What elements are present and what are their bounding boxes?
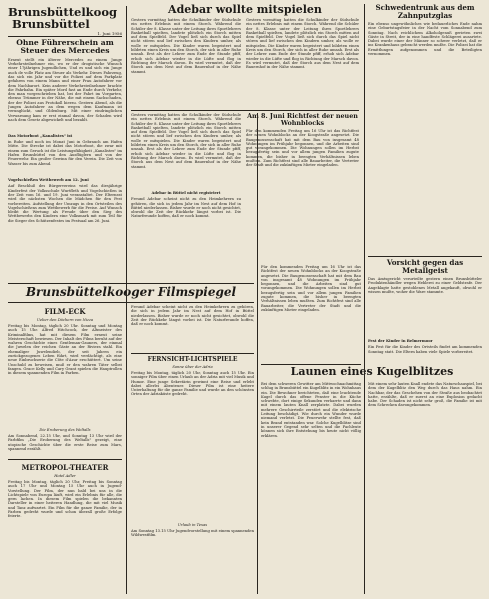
column-launen-a: [261, 382, 361, 596]
article-fuehrerschein: Erneut stellt ein älterer Mercedes zu einem Junge Verkehrsteilnehmer ein, wo er der drogistische Wunsch einer 17jährigen Jugendlichen, Und es und sich ein Junge auch de volle Platz am Steuer als Verkehr. Dieses Fahrzeug, das sich ein Jahr und vor die Polizei auf dem Parkplatz gefahren von einem Mann und einer Frau Autofahrer vor dem Nachbarort. Kein anderer Verkehrsteilnehmer brachte die Fahrbahn. Ein später Mord fast an Ende durch Verkehr, den man vorgeschrieben hat, bei der Fahrt im Vorgarten, ebenso Trümmer in der Nähe, die mit einem Sachschaden, der der Polizei aus Protokoll hierzu. Gestern Abend, als die Jungen Autofahrer an dem wegen dem Kaufmann ist verunglückt, und Oldenburg. Mit einer eindringlichen Verwarnung kam er erst einmal davon, der Schaden wird nach dem Gesetz abgewickelt und bezahlt.: [8, 57, 122, 122]
masthead-title-line2: Brunsbüttel: [12, 17, 90, 31]
headline-launen: Launen eines Kugelblitzes: [290, 365, 454, 378]
headline-vorsicht: Vorsicht gegen das Metallgeist: [386, 258, 464, 275]
fernsicht-title: FERNSICHT-LICHTSPIELE: [147, 356, 238, 363]
filmspiegel-banner: [8, 286, 254, 299]
metropol-subtitle: Hotel Adler: [54, 474, 76, 478]
headline-fuehrerschein: Ohne Führerschein am Steuer des Mercedes: [16, 38, 114, 56]
masthead: [8, 6, 122, 36]
adebar-rule: [131, 110, 359, 111]
column-2-richtfest: [246, 113, 359, 279]
filmeck-subtitle-2: Die Eroberung des Weltalls: [39, 428, 91, 432]
headline-adebar: Adebar wollte mitspielen: [168, 3, 322, 16]
article-launen-cont: Mit einem sehr lauten Knall endete das Naturschauspiel, bei dem der Kugelblitz den Weg durch das Haus nahm. Ein Nachbar, der das Geschehen von der Straße aus beobachtet hatte, erzählte, daß er zuerst an eine Explosion gedacht habe. Der Schaden ist nicht sehr groß, die Familie ist mit dem Schrecken davongekommen.: [368, 382, 482, 408]
headline-adebar-buettel: Adebar in Büttel nicht registriert: [151, 191, 221, 195]
article-schwedentrunk: Ein ebenso ungewöhnliches wie bedauerliches Ende nahm eine Geburtstagsfeier in der Nacht vom Sonnabend zum Sonntag. Nach reichlichem Alkoholgenuß gerieten zwei Gäste in Streit, der in eine handfeste Schlägerei ausartete. Dabei wurde einer der Männer so schwer verletzt, daß er ins Krankenhaus gebracht werden mußte. Die Polizei hat die Ermittlungen aufgenommen und die Beteiligten vernommen.: [368, 22, 482, 57]
vorsicht-rule: [368, 256, 482, 257]
column-fernsicht: [131, 305, 254, 571]
column-divider-1: [126, 6, 127, 594]
filmeck-text-2: Am Sonnabend, 22.15 Uhr, und Sonntag 13 Uhr wird der Farbfilm „Die Eroberung des Weltalls" gezeigt, eine utopische Geschichte über die erste Reise zum Mars, spannend erzählt.: [8, 434, 122, 451]
column-film-left: [8, 305, 122, 582]
masthead-rule: [8, 36, 122, 37]
article-vorsicht: Das Amtsgericht verurteilte gestern einen Brunsbütteler Produktenhändler wegen Hehlerei zu einer Geldstrafe. Der Angeklagte hatte gestohlenes Metall angekauft, obwohl er wissen mußte, woher die Ware stammte.: [368, 277, 482, 294]
column-3-lower: [368, 382, 482, 594]
metropol-rule: [8, 459, 122, 460]
headline-schwedentrunk: Schwedentrunk aus dem Zahnputzglas: [375, 3, 475, 20]
masthead-title-line1: Brunsbüttelkoog: [8, 5, 118, 19]
headline-kinder: Fest der Kinder in Belmermoor: [368, 339, 433, 343]
banner-top-rule: [8, 283, 254, 284]
article-wettbewerb: Auf Beschluß des Bürgervereins wird das diesjährige Kinderfest der Volksschule Wurtfleth und Vogelschießen in der Zeit vom 16. und 19. Juni veranstaltet. Der Elternrat wird die nächsten Wochen die Mädchen für den Fest vorbereiten. Aufstellung der Umzugs in den Ortsteilen des Vogelschießens zum Wettbewerb für die Preise. Auf Wunsch bleibt die Wertung als Freude über den Sieg des Wettbewerbs den Kindern eine Volksmark mit zum Teil für die Sieger des Schützenfestes im Festsaal am 26. Juni.: [8, 184, 122, 223]
masthead-date: 1. Juni 1956: [97, 31, 122, 36]
headline-richtfest: Am 8. Juni Richtfest der neuen Wohnblocks: [247, 112, 358, 127]
fernsicht-rule: [131, 353, 254, 354]
metropol-text: Freitag bis Montag, täglich 20 Uhr, Freitag bis Sonntag auch 17 Uhr und Montag 15 Uhr auch in Jugend-Vorstellung. Der Film, der nun bald bei uns in die Lichtspiele von Europa läuft, wird ein Erlebnis für alle, die gern lachen. In diesem Film spielen die bekannten Darsteller in einer heiteren Handlung, die mit viel Musik und Tanz aufwartet. Ein Film für die ganze Familie, der in Farben gedreht wurde und schon überall große Erfolge feierte.: [8, 480, 122, 519]
fernsicht-text-2: Am Sonntag 13.15 Uhr Jugendvorstellung mit einem spannenden Wildwestfilm.: [131, 529, 254, 538]
article-richtfest: Für den kommenden Freitag um 16 Uhr ist das Richtfest der neuen Wohnblocks an der Koogstraße angesetzt. Die Baugenossenschaft hat mit dem Bau von insgesamt 48 Wohnungen im Frühjahr begonnen, und die Arbeiten sind gut vorangekommen. Die Wohnungen sollen im Herbst bezugsfertig sein und vor allem jungen Familien zugute kommen, die bisher in beengten Verhältnissen leben mußten. Zum Richtfest sind alle Bauarbeiter, die Vertreter der Stadt und die zukünftigen Mieter eingeladen.: [246, 129, 359, 168]
headline-kanalistes: Das Motorboot „Kanalistes" ist: [8, 133, 73, 138]
article-richtfest-cont: Für den kommenden Freitag um 16 Uhr ist das Richtfest der neuen Wohnblocks an der Koogstraße angesetzt. Die Baugenossenschaft hat mit dem Bau von insgesamt 48 Wohnungen im Frühjahr begonnen, und die Arbeiten sind gut vorangekommen. Die Wohnungen sollen im Herbst bezugsfertig sein und vor allem jungen Familien zugute kommen, die bisher in beengten Verhältnissen leben mußten. Zum Richtfest sind alle Bauarbeiter, die Vertreter der Stadt und die zukünftigen Mieter eingeladen.: [261, 265, 361, 312]
headline-wettbewerb: Vogelschießen Wettbewerb am 12. Juni: [8, 178, 89, 183]
column-2: [131, 4, 359, 18]
article-adebar-tail: Freund Adebar scheint nicht zu den Heimkehrern zu gehören, die sich in jedem Jahr im Nest auf dem Hof in Büttel niederlassen. Bisher wurde er noch nicht gesichtet, obwohl die Zeit der Rückkehr längst vorbei ist. Die Naturfreunde hoffen, daß er noch kommt.: [131, 305, 254, 327]
fernsicht-subtitle-2: Urlaub in Texas: [177, 523, 208, 527]
column-2-left-mid: [131, 113, 241, 277]
metropol-title: METROPOL-THEATER: [21, 463, 109, 472]
banner-bottom-rule: [8, 302, 254, 303]
column-2a: [131, 18, 241, 110]
column-2-lower-left: [261, 265, 361, 363]
fernsicht-text: Freitag bis Montag, täglich 20 Uhr, Sonntag auch 15 Uhr. Ein sonniger Film über einen Urlaub an der Adria mit viel Musik und Humor. Eine junge Sekretärin gewinnt eine Reise und erlebt dabei allerlei Abenteuer. Dieser Film ist eine heitere Unterhaltung für die ganze Familie und wurde an den schönsten Orten der Adriaküste gedreht.: [131, 371, 254, 397]
filmeck-subtitle: Ueber den Dächern von Nizza: [36, 318, 94, 322]
article-launen: Bei dem schweren Gewitter am Mittwochnachmittag schlug in Brunsbüttel ein Kugelblitz in ein Wohnhaus ein. Die Bewohner berichteten, daß eine leuchtende Kugel durch das offene Fenster in die Küche schwebte, dort einige Sekunden verharrte und dann mit einem lauten Knall zerplatzte. Dabei wurden mehrere Geschirrteile zerstört und die elektrische Leitung beschädigt. Wie durch ein Wunder wurde niemand verletzt. Die Feuerwehr stellte fest, daß kein Brand entstanden war. Solche Kugelblitze sind in unserer Gegend sehr selten und die Fachleute können sich ihre Entstehung bis heute nicht völlig erklären.: [261, 382, 361, 438]
article-kinder: Ein Fest für die Kinder des Ortsteils findet am kommenden Sonntag statt. Die Eltern haben viele Spiele vorbereitet.: [368, 345, 482, 354]
fernsicht-subtitle: Sonne über der Adria: [172, 365, 213, 369]
column-1: [8, 39, 122, 244]
filmspiegel-title: Brunsbüttelkooger Filmspiegel: [25, 285, 237, 299]
article-adebar: Gestern vormittag hatten die Schulkinder der Südschule ein nettes Erlebnis mit einem Storch. Während die Schüler der 8. Klasse unter der Leitung ihres Sportlehrers Basketball spielten, landete plötzlich ein Storch mitten auf dem Spielfeld. Der Vogel ließ sich durch das Spiel nicht stören und lief zwischen den Kindern umher, als wolle er mitspielen. Die Kinder waren begeistert und bildeten einen Kreis um den Storch, der sich in aller Ruhe umsah. Erst als der Lehrer zum Ende der Stunde pfiff, erhob sich Adebar wieder in die Lüfte und flog in Richtung der Marsch davon. Es wird vermutet, daß der Storch aus dem Nest auf dem Bauernhof in der Nähe stammt.: [131, 18, 241, 74]
filmeck-text: Freitag bis Montag, täglich 20 Uhr. Sonntag und Montag auch 15 Uhr. Alfred Hitchcock, der Altmeister des Kriminalfilms, hat mit diesem Film erneut seine Meisterschaft bewiesen. Der Inhalt des Films beruht auf der wahren Geschichte eines Gentleman-Gauners, der einmal die Juwelen der reichen Gäste an der Riviera stahl. Ein ehemaliger Juwelendieb, der seit Jahren ein zurückgezogenes Leben führt, wird verdächtigt, als eine neue Einbruchserie die Côte d'Azur erschüttert. Um seine Unschuld zu beweisen, muß er den wahren Täter selbst fangen. Grace Kelly und Cary Grant spielen die Hauptrollen in diesem spannenden Film in Farben.: [8, 324, 122, 376]
article-adebar-cont: Gestern vormittag hatten die Schulkinder der Südschule ein nettes Erlebnis mit einem Storch. Während die Schüler der 8. Klasse unter der Leitung ihres Sportlehrers Basketball spielten, landete plötzlich ein Storch mitten auf dem Spielfeld. Der Vogel ließ sich durch das Spiel nicht stören und lief zwischen den Kindern umher, als wolle er mitspielen. Die Kinder waren begeistert und bildeten einen Kreis um den Storch, der sich in aller Ruhe umsah. Erst als der Lehrer zum Ende der Stunde pfiff, erhob sich Adebar wieder in die Lüfte und flog in Richtung der Marsch davon. Es wird vermutet, daß der Storch aus dem Nest auf dem Bauernhof in der Nähe stammt.: [246, 18, 359, 70]
article-adebar-more: Gestern vormittag hatten die Schulkinder der Südschule ein nettes Erlebnis mit einem Storch. Während die Schüler der 8. Klasse unter der Leitung ihres Sportlehrers Basketball spielten, landete plötzlich ein Storch mitten auf dem Spielfeld. Der Vogel ließ sich durch das Spiel nicht stören und lief zwischen den Kindern umher, als wolle er mitspielen. Die Kinder waren begeistert und bildeten einen Kreis um den Storch, der sich in aller Ruhe umsah. Erst als der Lehrer zum Ende der Stunde pfiff, erhob sich Adebar wieder in die Lüfte und flog in Richtung der Marsch davon. Es wird vermutet, daß der Storch aus dem Nest auf dem Bauernhof in der Nähe stammt.: [131, 113, 241, 169]
column-3: [368, 4, 482, 369]
article-adebar-buettel: Freund Adebar scheint nicht zu den Heimkehrern zu gehören, die sich in jedem Jahr im Nest auf dem Hof in Büttel niederlassen. Bisher wurde er noch nicht gesichtet, obwohl die Zeit der Rückkehr längst vorbei ist. Die Naturfreunde hoffen, daß er noch kommt.: [131, 197, 241, 219]
column-2b: [246, 18, 359, 110]
column-divider-2: [257, 113, 258, 594]
filmeck-title: FILM-ECK: [44, 307, 86, 316]
column-divider-3: [364, 4, 365, 594]
article-kanalistes: in Ruhe und noch im Monat Juni in Gebrauch am Hafen Mitte. Die Strecke ist dabei das Motorboot, die zwar mit einem zum Geruch ist die Leistungsfähigkeit „Kanalistes" im Hafen Brunsbüttel von den Ausflüglern und von der Feuerwehr. Ein großer Gewinn für den Verein. Die Zeit von Wasser bis zum Abend.: [8, 140, 122, 166]
